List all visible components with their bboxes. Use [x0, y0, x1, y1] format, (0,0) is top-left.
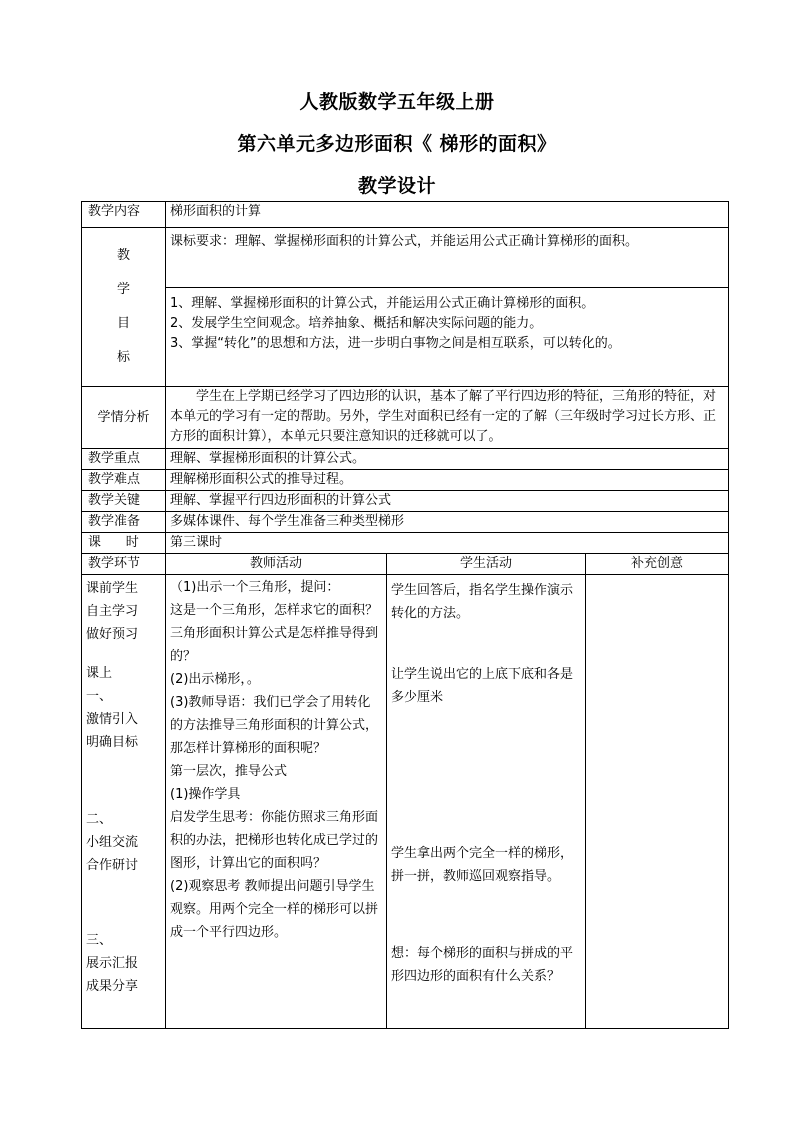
content-value: 梯形面积的计算 [166, 202, 729, 228]
teacher-step: (3)教师导语：我们已学会了用转化的方法推导三角形面积的计算公式，那怎样计算梯形的面积呢？ [170, 695, 379, 756]
teacher-step: (2)观察思考 教师提出问题引导学生观察。用两个完全一样的梯形可以拼成一个平行四边形。 [170, 879, 379, 940]
student-header: 学生活动 [387, 554, 586, 575]
lesson-plan-table [81, 201, 729, 1029]
analysis-text: 学生在上学期已经学习了四边形的认识，基本了解了平行四边形的特征，三角形的特征，对本单元的学习有一定的帮助。另外，学生对面积已经有一定的了解（三年级时学习过长方形、正方形的面积计算），本单元只要注意知识的迁移就可以了。 [166, 387, 729, 449]
content-label: 教学内容 [82, 202, 166, 228]
student-activity [387, 575, 586, 1029]
document-title: 人教版数学五年级上册 [299, 91, 495, 113]
prep-label: 教学准备 [82, 512, 166, 533]
key-value: 理解、掌握梯形面积的计算公式。 [166, 449, 729, 470]
teacher-step: (2)出示梯形，。 [170, 672, 260, 687]
goals-list [166, 288, 729, 387]
standard-requirement: 课标要求：理解、掌握梯形面积的计算公式，并能运用公式正确计算梯形的面积。 [166, 228, 729, 288]
student-step: 学生回答后，指名学生操作演示转化的方法。 [391, 583, 574, 621]
critical-label: 教学关键 [82, 491, 166, 512]
teacher-step: 这是一个三角形，怎样求它的面积？三角形面积计算公式是怎样推导得到的？ [170, 603, 379, 664]
key-label: 教学重点 [82, 449, 166, 470]
student-step: 让学生说出它的上底下底和各是多少厘米 [391, 667, 574, 705]
teacher-step: 启发学生思考：你能仿照求三角形面积的办法，把梯形也转化成已学过的图形，计算出它的面积吗？ [170, 810, 379, 871]
period-value: 第三课时 [166, 533, 729, 554]
teacher-step: (1)操作学具 [170, 787, 241, 802]
teacher-activity [166, 575, 387, 1029]
student-step: 学生拿出两个完全一样的梯形，拼一拼，教师巡回观察指导。 [391, 846, 574, 884]
analysis-label: 学情分析 [82, 387, 166, 449]
extra-header: 补充创意 [586, 554, 729, 575]
difficulty-value: 理解梯形面积公式的推导过程。 [166, 470, 729, 491]
unit-title: 第六单元多边形面积《 梯形的面积》 [237, 133, 557, 155]
goal-item: 3、掌握“转化”的思想和方法，进一步明白事物之间是相互联系，可以转化的。 [170, 336, 621, 351]
period-label: 课 时 [82, 533, 166, 554]
student-step: 想：每个梯形的面积与拼成的平形四边形的面积有什么关系？ [391, 946, 574, 984]
prep-value: 多媒体课件、每个学生准备三种类型梯形 [166, 512, 729, 533]
stage-header: 教学环节 [82, 554, 166, 575]
difficulty-label: 教学难点 [82, 470, 166, 491]
goal-item: 1、理解、掌握梯形面积的计算公式，并能运用公式正确计算梯形的面积。 [170, 296, 595, 311]
goal-item: 2、发展学生空间观念。培养抽象、概括和解决实际问题的能力。 [170, 316, 543, 331]
teacher-step: （1)出示一个三角形，提问： [170, 580, 340, 595]
extra-column [586, 575, 729, 1029]
stage-column: 课前学生 自主学习 做好预习 课上 一、 激情引入 明确目标 二、 小组交流 合作研讨 三、 展示汇报 成果分享 [82, 575, 166, 1029]
goals-label: 教 学 目 标 [82, 228, 166, 387]
design-title: 教学设计 [357, 175, 436, 197]
critical-value: 理解、掌握平行四边形面积的计算公式 [166, 491, 729, 512]
teacher-header: 教师活动 [166, 554, 387, 575]
teacher-step: 第一层次，推导公式 [170, 764, 288, 779]
